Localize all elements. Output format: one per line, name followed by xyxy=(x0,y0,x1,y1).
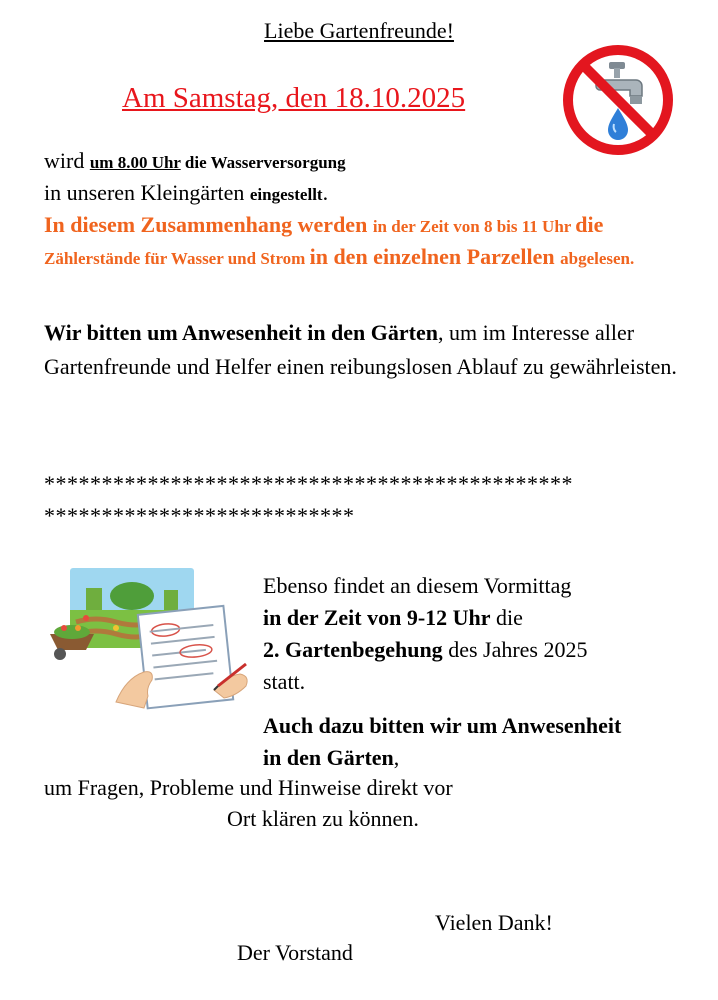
inspection-line-2 xyxy=(263,602,683,634)
attendance-paragraph xyxy=(44,316,684,384)
garden-inspection-paragraph xyxy=(263,570,683,698)
date-heading: Am Samstag, den 18.10.2025 xyxy=(122,82,466,114)
inspection-year: des Jahres 2025 xyxy=(442,637,588,662)
inspection-line-1: Ebenso findet an diesem Vormittag xyxy=(263,573,572,598)
text-period: . xyxy=(322,180,329,205)
text-parzellen: in den einzelnen Parzellen xyxy=(309,244,561,269)
text-wird: wird xyxy=(44,148,90,173)
inspection-line-3 xyxy=(263,634,683,666)
inspection-time: in der Zeit von 9-12 Uhr xyxy=(263,605,491,630)
time-8-uhr: um 8.00 Uhr xyxy=(89,153,181,172)
signature: Der Vorstand xyxy=(237,940,353,965)
closing-gaerten: in den Gärten xyxy=(263,745,394,770)
garden-inspection-checklist-illustration xyxy=(46,562,256,712)
text-abgelesen: abgelesen. xyxy=(560,249,635,268)
no-water-tap-icon xyxy=(562,44,674,156)
inspection-title: 2. Gartenbegehung xyxy=(263,637,443,662)
thanks: Vielen Dank! xyxy=(435,910,553,935)
attendance-rest: , um im Interesse aller Gartenfreunde und Helfer einen reibungslosen Ablauf zu gewährleisten. xyxy=(44,320,677,379)
closing-comma: , xyxy=(393,745,400,770)
text-zusammenhang: In diesem Zusammenhang werden xyxy=(44,212,373,237)
closing-bold-line-1: Auch dazu bitten wir um Anwesenheit xyxy=(263,713,622,738)
closing-bold-line-2 xyxy=(263,742,683,774)
text-zaehlerstaende: Zählerstände für Wasser und Strom xyxy=(44,249,310,268)
meter-reading-notice xyxy=(44,212,634,269)
greeting: Liebe Gartenfreunde! xyxy=(264,18,454,43)
text-die: die xyxy=(575,212,604,237)
inspection-line-4: statt. xyxy=(263,669,306,694)
closing-request xyxy=(263,710,683,774)
closing-line-3: Ort klären zu können. xyxy=(227,806,419,831)
separator xyxy=(44,468,573,532)
text-wasserversorgung: die Wasserversorgung xyxy=(180,153,346,172)
text-kleingaerten: in unseren Kleingärten xyxy=(44,180,250,205)
text-zeit-8-11: in der Zeit von 8 bis 11 Uhr xyxy=(372,217,576,236)
attendance-bold: Wir bitten um Anwesenheit in den Gärten xyxy=(44,320,438,345)
water-shutoff-notice xyxy=(44,146,684,274)
separator-line-1: ********************************************** xyxy=(44,471,573,496)
separator-line-2: *************************** xyxy=(44,503,355,528)
inspection-die: die xyxy=(490,605,523,630)
closing-line-2: um Fragen, Probleme und Hinweise direkt vor xyxy=(44,775,453,800)
text-eingestellt: eingestellt xyxy=(249,185,323,204)
